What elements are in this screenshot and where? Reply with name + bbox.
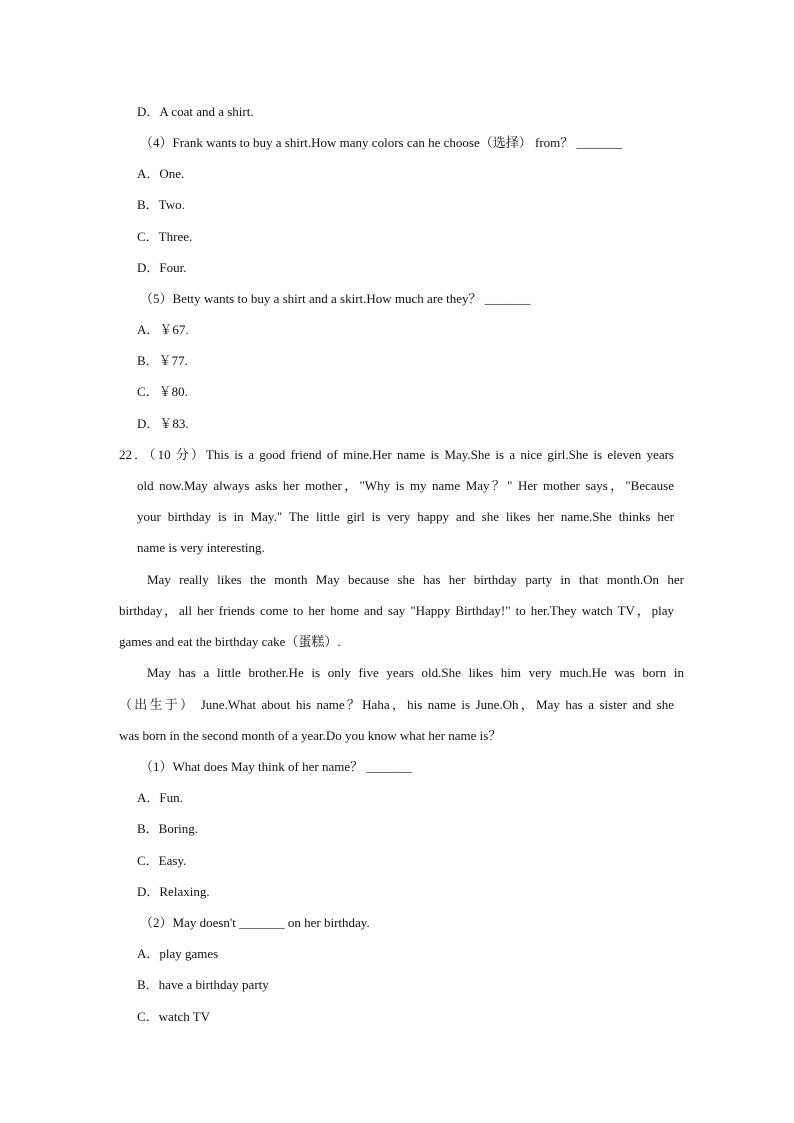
question-4-option-a: A．One. [137, 166, 185, 181]
question-4-option-c: C．Three. [137, 229, 193, 244]
question-5-option-d: D．￥83. [137, 416, 189, 431]
question-22-2-stem: （2）May doesn't _______ on her birthday. [140, 915, 370, 930]
question-22-1-option-d: D．Relaxing. [137, 884, 210, 899]
passage-heading-line-3: your birthday is in May." The little girl is very happy and she likes her name.She thinks her [137, 509, 674, 524]
question-22-1-stem: （1）What does May think of her name？ _______ [140, 759, 412, 774]
passage-heading-line-1: 22．（10 分）This is a good friend of mine.Her name is May.She is a nice girl.She is eleven years [119, 447, 674, 462]
passage-p2-line-2: birthday，all her friends come to her home and say "Happy Birthday!" to her.They watch TV，play [119, 603, 674, 618]
question-22-1-option-c: C．Easy. [137, 853, 187, 868]
passage-p2-line-1: May really likes the month May because she has her birthday party in that month.On her [147, 572, 684, 587]
question-22-2-option-c: C．watch TV [137, 1009, 211, 1024]
question-5-option-a: A．￥67. [137, 322, 189, 337]
passage-p2-line-3: games and eat the birthday cake（蛋糕）. [119, 634, 341, 649]
question-4-option-b: B．Two. [137, 197, 185, 212]
question-5-option-c: C．￥80. [137, 384, 188, 399]
question-22-1-option-a: A．Fun. [137, 790, 183, 805]
passage-heading-line-2: old now.May always asks her mother，"Why is my name May？" Her mother says，"Because [137, 478, 674, 493]
question-22-2-option-b: B．have a birthday party [137, 977, 269, 992]
question-22-1-option-b: B．Boring. [137, 821, 199, 836]
question-4-stem: （4）Frank wants to buy a shirt.How many colors can he choose（选择） from？ _______ [140, 135, 623, 150]
passage-heading-line-4: name is very interesting. [137, 540, 265, 555]
question-5-option-b: B．￥77. [137, 353, 188, 368]
passage-p3-line-1: May has a little brother.He is only five years old.She likes him very much.He was born in [147, 665, 684, 680]
option-d-prev: D．A coat and a shirt. [137, 104, 254, 119]
question-4-option-d: D．Four. [137, 260, 187, 275]
passage-p3-line-2: （出生于） June.What about his name？Haha，his name is June.Oh，May has a sister and she [119, 697, 674, 712]
question-22-2-option-a: A．play games [137, 946, 219, 961]
question-5-stem: （5）Betty wants to buy a shirt and a skirt.How much are they？ _______ [140, 291, 531, 306]
passage-p3-line-3: was born in the second month of a year.Do you know what her name is？ [119, 728, 502, 743]
